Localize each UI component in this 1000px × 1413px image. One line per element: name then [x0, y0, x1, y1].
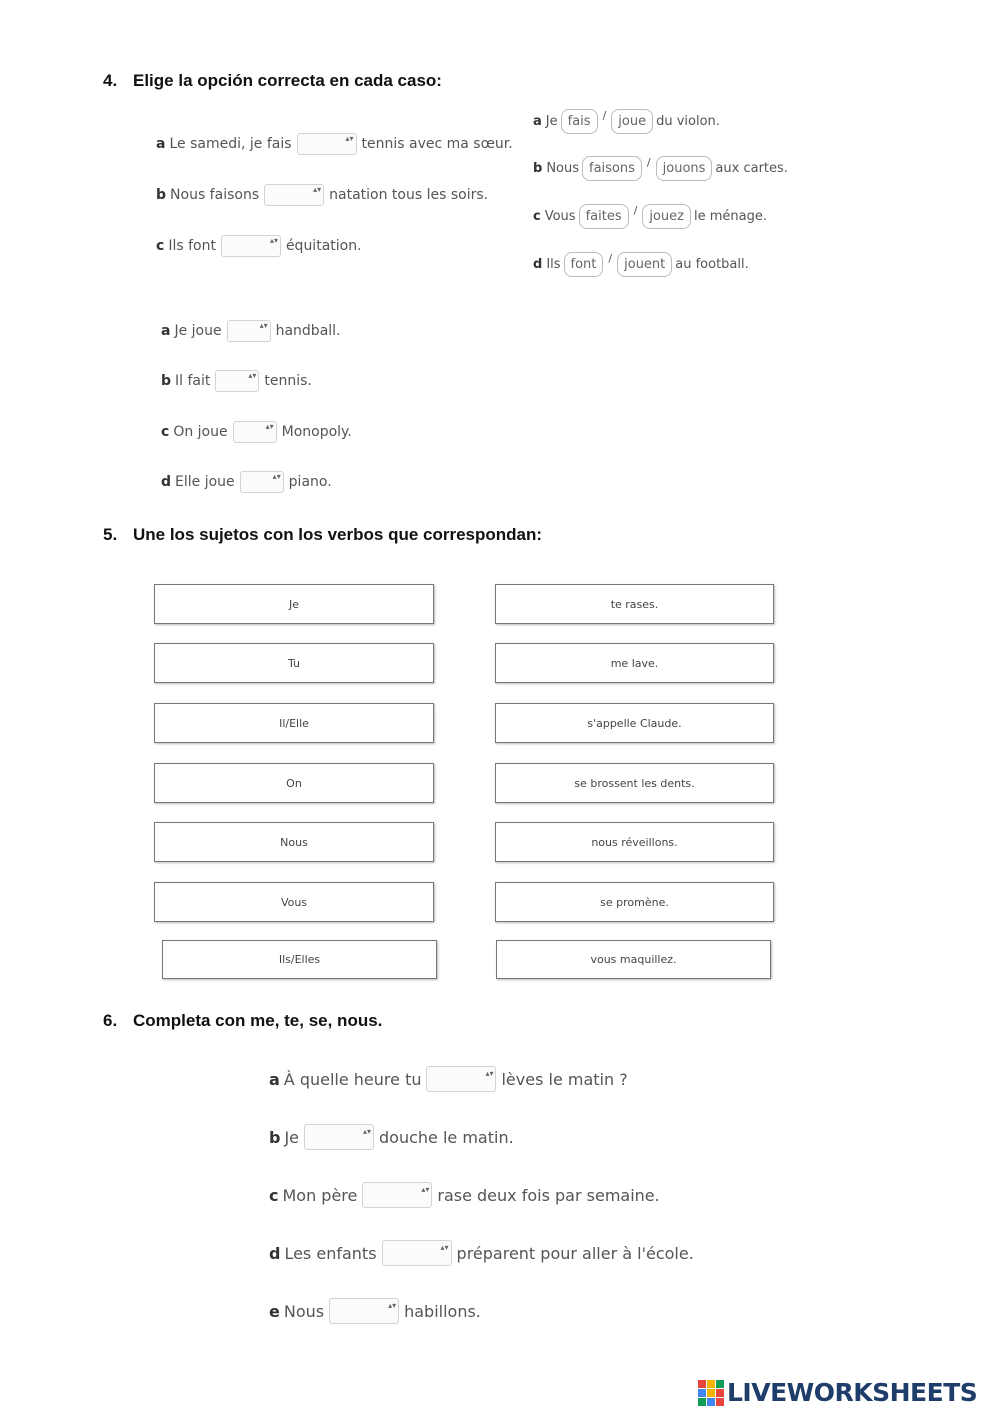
subject-box[interactable]: Il/Elle: [154, 703, 434, 743]
logo-grid-icon: [698, 1380, 724, 1406]
choice-option[interactable]: joue: [611, 109, 653, 134]
section-4-heading: 4. Elige la opción correcta en cada caso:: [103, 71, 442, 90]
answer-dropdown[interactable]: [233, 421, 277, 443]
logo-cell: [707, 1389, 715, 1397]
choice-option[interactable]: faisons: [582, 156, 642, 181]
exercise-6e: e Nous ▴▾ habillons.: [269, 1298, 481, 1324]
choice-option[interactable]: faites: [579, 204, 629, 229]
section-6-heading: 6. Completa con me, te, se, nous.: [103, 1011, 383, 1030]
answer-dropdown[interactable]: [304, 1124, 374, 1150]
subject-box[interactable]: Je: [154, 584, 434, 624]
answer-dropdown[interactable]: [329, 1298, 399, 1324]
logo-cell: [707, 1398, 715, 1406]
answer-dropdown[interactable]: [240, 471, 284, 493]
logo-cell: [698, 1380, 706, 1388]
verb-box[interactable]: s'appelle Claude.: [495, 703, 774, 743]
answer-dropdown[interactable]: [215, 370, 259, 392]
exercise-6a: a À quelle heure tu ▴▾ lèves le matin ?: [269, 1066, 628, 1092]
verb-box[interactable]: nous réveillons.: [495, 822, 774, 862]
logo-text: LIVEWORKSHEETS: [727, 1378, 978, 1407]
exercise-4-1b: b Nous faisons ▴▾ natation tous les soirs.: [156, 184, 488, 206]
answer-dropdown[interactable]: [264, 184, 324, 206]
liveworksheets-logo: [698, 1378, 977, 1407]
logo-cell: [698, 1389, 706, 1397]
answer-dropdown[interactable]: [426, 1066, 496, 1092]
exercise-4-2d: d Ils font / jouent au football.: [533, 252, 749, 277]
subject-box[interactable]: Nous: [154, 822, 434, 862]
logo-cell: [716, 1389, 724, 1397]
exercise-4-3c: c On joue ▴▾ Monopoly.: [161, 421, 352, 443]
verb-box[interactable]: vous maquillez.: [496, 940, 771, 979]
subject-box[interactable]: Tu: [154, 643, 434, 683]
subject-box[interactable]: On: [154, 763, 434, 803]
exercise-6d: d Les enfants ▴▾ préparent pour aller à l'école.: [269, 1240, 694, 1266]
choice-option[interactable]: jouons: [656, 156, 713, 181]
exercise-4-3a: a Je joue ▴▾ handball.: [161, 320, 341, 342]
answer-dropdown[interactable]: [297, 133, 357, 155]
subject-box[interactable]: Vous: [154, 882, 434, 922]
choice-option[interactable]: jouez: [642, 204, 691, 229]
exercise-4-3b: b Il fait ▴▾ tennis.: [161, 370, 312, 392]
exercise-6c: c Mon père ▴▾ rase deux fois par semaine.: [269, 1182, 660, 1208]
verb-box[interactable]: se brossent les dents.: [495, 763, 774, 803]
choice-option[interactable]: fais: [561, 109, 598, 134]
verb-box[interactable]: te rases.: [495, 584, 774, 624]
exercise-4-1a: a Le samedi, je fais ▴▾ tennis avec ma sœur.: [156, 133, 513, 155]
answer-dropdown[interactable]: [362, 1182, 432, 1208]
logo-cell: [698, 1398, 706, 1406]
answer-dropdown[interactable]: [221, 235, 281, 257]
verb-box[interactable]: se promène.: [495, 882, 774, 922]
exercise-4-3d: d Elle joue ▴▾ piano.: [161, 471, 332, 493]
subject-box[interactable]: Ils/Elles: [162, 940, 437, 979]
exercise-4-2b: b Nous faisons / jouons aux cartes.: [533, 156, 788, 181]
logo-cell: [716, 1398, 724, 1406]
answer-dropdown[interactable]: [227, 320, 271, 342]
logo-cell: [707, 1380, 715, 1388]
exercise-4-2c: c Vous faites / jouez le ménage.: [533, 204, 767, 229]
logo-cell: [716, 1380, 724, 1388]
choice-option[interactable]: font: [564, 252, 604, 277]
answer-dropdown[interactable]: [382, 1240, 452, 1266]
section-5-heading: 5. Une los sujetos con los verbos que correspondan:: [103, 525, 543, 544]
verb-box[interactable]: me lave.: [495, 643, 774, 683]
choice-option[interactable]: jouent: [617, 252, 672, 277]
exercise-4-2a: a Je fais / joue du violon.: [533, 109, 720, 134]
exercise-4-1c: c Ils font ▴▾ équitation.: [156, 235, 362, 257]
exercise-6b: b Je ▴▾ douche le matin.: [269, 1124, 514, 1150]
